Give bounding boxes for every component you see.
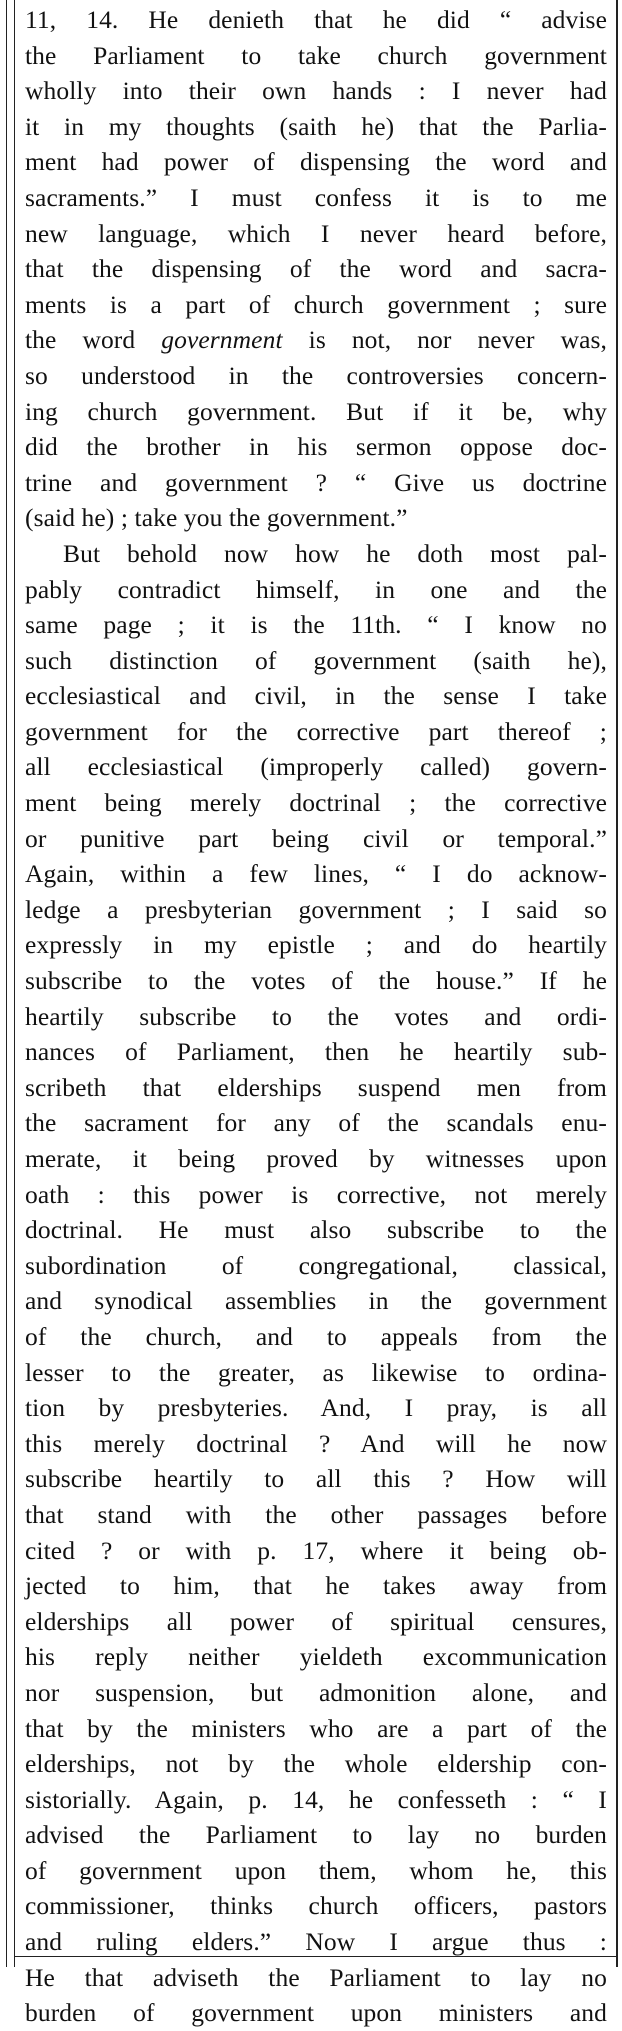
text-line: subordination of congregational, classical, <box>25 1250 607 1280</box>
text-segment: the word <box>25 325 162 355</box>
text-line: jected to him, that he takes away from <box>25 1571 607 1601</box>
text-line: He that adviseth the Parliament to lay no <box>25 1962 607 1992</box>
text-line: ment being merely doctrinal ; the corrective <box>25 788 607 818</box>
text-line: the sacrament for any of the scandals enu- <box>25 1108 607 1138</box>
text-line: merate, it being proved by witnesses upon <box>25 1144 607 1173</box>
text-line: government for the corrective part thereof ; <box>25 716 607 746</box>
body-text <box>25 2 607 2031</box>
text-line: of government upon them, whom he, this <box>25 1855 607 1885</box>
text-line: did the brother in his sermon oppose doc- <box>25 432 607 462</box>
text-line: nances of Parliament, then he heartily sub- <box>25 1037 607 1067</box>
left-inner-rule <box>14 0 15 1967</box>
text-line: expressly in my epistle ; and do heartily <box>25 930 607 960</box>
text-line: scribeth that elderships suspend men from <box>25 1072 607 1102</box>
text-line: new language, which I never heard before, <box>25 218 607 248</box>
text-line: Again, within a few lines, “ I do acknow- <box>25 859 607 889</box>
text-line: sistorially. Again, p. 14, he confesseth : “ I <box>25 1784 607 1814</box>
text-line: all ecclesiastical (improperly called) govern- <box>25 752 607 782</box>
text-line: tion by presbyteries. And, I pray, is all <box>25 1393 607 1423</box>
text-line: heartily subscribe to the votes and ordi- <box>25 1001 607 1031</box>
text-line: oath : this power is corrective, not merely <box>25 1179 607 1209</box>
text-line: subscribe heartily to all this ? How will <box>25 1464 607 1494</box>
text-line: this merely doctrinal ? And will he now <box>25 1428 607 1458</box>
text-line: pably contradict himself, in one and the <box>25 574 607 604</box>
text-line: or punitive part being civil or temporal.” <box>25 823 607 853</box>
text-line: subscribe to the votes of the house.” If he <box>25 966 607 996</box>
italic-word: government <box>161 325 283 355</box>
text-line <box>25 322 607 358</box>
text-line: burden of government upon ministers and <box>25 1998 607 2028</box>
text-line: and synodical assemblies in the government <box>25 1286 607 1316</box>
text-line: commissioner, thinks church officers, pastors <box>25 1891 607 1921</box>
text-line: so understood in the controversies concern- <box>25 360 607 390</box>
text-line: ment had power of dispensing the word and <box>25 147 607 177</box>
text-line: lesser to the greater, as likewise to ordina- <box>25 1357 607 1387</box>
text-line: ecclesiastical and civil, in the sense I take <box>25 681 607 711</box>
right-rule <box>616 0 618 1967</box>
text-line: and ruling elders.” Now I argue thus : <box>25 1927 607 1957</box>
text-line: elderships all power of spiritual censures, <box>25 1606 607 1636</box>
text-line: that stand with the other passages before <box>25 1499 607 1529</box>
text-line: that the dispensing of the word and sacra- <box>25 254 607 284</box>
text-segment: is not, nor never was, <box>282 325 608 355</box>
text-line: But behold now how he doth most pal- <box>63 538 607 568</box>
text-line: doctrinal. He must also subscribe to the <box>25 1215 607 1245</box>
text-line: sacraments.” I must confess it is to me <box>25 182 607 212</box>
text-line: (said he) ; take you the government.” <box>25 503 408 533</box>
left-outer-rule <box>6 0 7 1967</box>
text-line: such distinction of government (saith he), <box>25 645 607 675</box>
text-line: nor suspension, but admonition alone, and <box>25 1677 607 1707</box>
text-line: advised the Parliament to lay no burden <box>25 1820 607 1850</box>
text-line: it in my thoughts (saith he) that the Parlia- <box>25 111 607 141</box>
text-line: ledge a presbyterian government ; I said so <box>25 894 607 924</box>
text-line: ments is a part of church government ; sure <box>25 289 607 319</box>
text-line: same page ; it is the 11th. “ I know no <box>25 610 607 640</box>
text-line: cited ? or with p. 17, where it being ob- <box>25 1535 607 1565</box>
text-line: trine and government ? “ Give us doctrine <box>25 467 607 497</box>
text-line: that by the ministers who are a part of the <box>25 1713 607 1743</box>
text-line: of the church, and to appeals from the <box>25 1321 607 1351</box>
text-line: ing church government. But if it be, why <box>25 396 607 426</box>
text-line: 11, 14. He denieth that he did “ advise <box>25 5 607 34</box>
text-line: wholly into their own hands : I never had <box>25 76 607 106</box>
text-line: his reply neither yieldeth excommunication <box>25 1642 607 1672</box>
text-line: elderships, not by the whole eldership con- <box>25 1749 607 1779</box>
text-line: the Parliament to take church government <box>25 40 607 70</box>
